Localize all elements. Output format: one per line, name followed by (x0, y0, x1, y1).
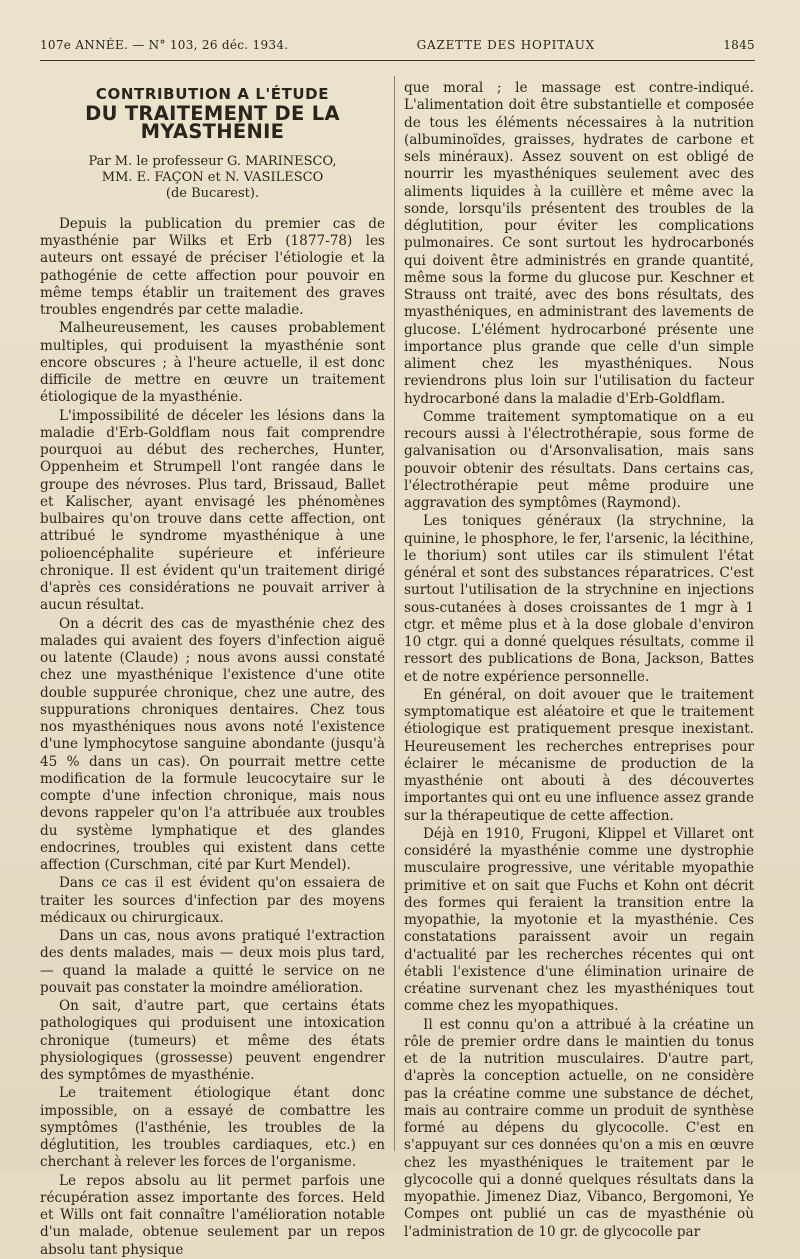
right-column (404, 80, 754, 1240)
paragraph: On a décrit des cas de myasthénie chez des malades qui avaient des foyers d'infection aiguë ou latente (Claude) ; nous avons aussi constaté chez une myasthénique l'existence d'une otite double suppurée chronique, chez une autre, des suppurations chroniques dentaires. Chez tous nos myasthéniques nous avons noté l'existence d'une lymphocytose sanguine abondante (jusqu'à 45 % dans un cas). On pourrait mettre cette modification de la formule leucocytaire sur le compte d'une infection chronique, mais nous devons rappeler qu'on l'a attribuée aux troubles du système lymphatique et des glandes endocrines, troubles qui existent dans cette affection (Curschman, cité par Kurt Mendel). (40, 615, 385, 873)
paragraph: Dans ce cas il est évident qu'on essaiera de traiter les sources d'infection par des moyens médicaux ou chirurgicaux. (40, 875, 385, 926)
paragraph: En général, on doit avouer que le traitement symptomatique est aléatoire et que le traitement étiologique est pratiquement presque inexistant. Heureusement les recherches entreprises pour éclairer le mécanisme de production de la myasthénie ont abouti à des découvertes importantes qui ont eu une influence assez grande sur la thérapeutique de cette affection. (404, 686, 754, 824)
paragraph: Dans un cas, nous avons pratiqué l'extraction des dents malades, mais — deux mois plus tard, — quand la malade a quitté le service on ne pouvait pas constater la moindre amélioration. (40, 928, 385, 996)
paragraph: L'impossibilité de déceler les lésions dans la maladie d'Erb-Goldflam nous fait comprendre pourquoi au début des recherches, Hunter, Oppenheim et Strumpell l'ont rangée dans le groupe des névroses. Plus tard, Brissaud, Ballet et Kalischer, ayant envisagé les phénomènes bulbaires qu'on trouve dans cette affection, ont attribué le syndrome myasthénique à une polioencéphalite supérieure et inférieure chronique. Il est évident qu'un traitement dirigé d'après ces considérations ne pouvait arriver à aucun résultat. (40, 407, 385, 614)
column-divider (394, 76, 395, 1151)
paragraph: Comme traitement symptomatique on a eu recours aussi à l'électrothérapie, sous forme de galvanisation ou d'Arsonvalisation, mais sans pouvoir obtenir des résultats. Dans certains cas, l'électrothérapie peut même produire une aggravation des symptômes (Raymond). (404, 408, 754, 511)
left-column (40, 80, 385, 1258)
page-header (40, 38, 755, 52)
article-title-line-2: DU TRAITEMENT DE LA MYASTHÉNIE (85, 102, 340, 143)
paragraph: Depuis la publication du premier cas de myasthénie par Wilks et Erb (1877-78) les auteurs ont essayé de préciser l'étiologie et la pathogénie de cette affection pour pouvoir en même temps établir un traitement des graves troubles engendrés par cette maladie. (40, 215, 385, 318)
paragraph: Les toniques généraux (la strychnine, la quinine, le phosphore, le fer, l'arsenic, la lécithine, le thorium) sont utiles car ils stimulent l'état général et sont des substances réparatrices. C'est surtout l'utilisation de la strychnine en injections sous-cutanées à doses croissantes de 1 mgr à 1 ctgr. et même plus et à la dose globale d'environ 10 ctgr. qui a donné quelques résultats, comme il ressort des publications de Bona, Jackson, Battes et de notre expérience personnelle. (404, 513, 754, 685)
page-number: 1845 (723, 38, 755, 52)
author-affiliation: (de Bucarest). (165, 185, 260, 201)
paragraph: que moral ; le massage est contre-indiqué. L'alimentation doit être substantielle et composée de tous les éléments nécessaires à la nutrition (albuminoïdes, graisses, hydrates de carbone et sels minéraux). Assez souvent on est obligé de nourrir les myasthéniques seulement avec des aliments liquides à la cuillère et même avec la sonde, lorsqu'ils présentent des troubles de la déglutition, pour éviter les complications pulmonaires. Ce sont surtout les hydrocarbonés qui doivent être administrés en grande quantité, même sous la forme du glucose pur. Keschner et Strauss ont traité, avec des bons résultats, des myasthéniques, en administrant des lavements de glucose. L'élément hydrocarboné présente une importance plus grande que celle d'un simple aliment chez les myasthéniques. Nous reviendrons plus loin sur l'utilisation du facteur hydrocarboné dans la maladie d'Erb-Goldflam. (404, 80, 754, 407)
journal-name: GAZETTE DES HOPITAUX (416, 38, 595, 52)
paragraph: Déjà en 1910, Frugoni, Klippel et Villaret ont considéré la myasthénie comme une dystrophie musculaire progressive, une véritable myopathie primitive et on sait que Fuchs et Kohn ont décrit des formes qui feraient la transition entre la myopathie, la myotonie et la myasthénie. Ces constatations paraissent avoir un regain d'actualité par les recherches récentes qui ont établi l'existence d'une élimination urinaire de créatine survenant chez les myasthéniques tout comme chez les myopathiques. (404, 825, 754, 1015)
article-title-line-1: CONTRIBUTION A L'ÉTUDE (95, 85, 330, 103)
header-rule (40, 60, 755, 61)
paragraph: Malheureusement, les causes probablement multiples, qui produisent la myasthénie sont encore obscures ; à l'heure actuelle, il est donc difficile de mettre en œuvre un traitement étiologique de la myasthénie. (40, 320, 385, 406)
paragraph: On sait, d'autre part, que certains états pathologiques qui produisent une intoxication chronique (tumeurs) et même des états physiologiques (grossesse) peuvent engendrer des symptômes de myasthénie. (40, 998, 385, 1083)
authors-line-2: MM. E. FAÇON et N. VASILESCO (101, 169, 324, 185)
issue-info: 107e ANNÉE. — N° 103, 26 déc. 1934. (40, 38, 289, 52)
paragraph: Il est connu qu'on a attribué à la créatine un rôle de premier ordre dans le maintien du tonus et de la nutrition musculaires. D'autre part, d'après la conception actuelle, on ne considère pas la créatine comme une substance de déchet, mais au contraire comme un produit de synthèse formé au dépens du glycocolle. C'est en s'appuyant sur ces données qu'on a mis en œuvre chez les myasthéniques le traitement par le glycocolle qui a donné quelques résultats dans la myopathie. Jimenez Diaz, Vibanco, Bergomoni, Ye Compes ont publié un cas de myasthénie où l'administration de 10 gr. de glycocolle par (404, 1016, 754, 1240)
paragraph: Le repos absolu au lit permet parfois une récupération assez importante des forces. Held et Wills ont fait connaître l'amélioration notable d'un malade, obtenue seulement par un repos absolu tant physique (40, 1172, 385, 1258)
authors-line-1: Par M. le professeur G. MARINESCO, (88, 153, 337, 169)
paragraph: Le traitement étiologique étant donc impossible, on a essayé de combattre les symptômes (l'asthénie, les troubles de la déglutition, les troubles cardiaques, etc.) en cherchant à relever les forces de l'organisme. (40, 1085, 385, 1171)
